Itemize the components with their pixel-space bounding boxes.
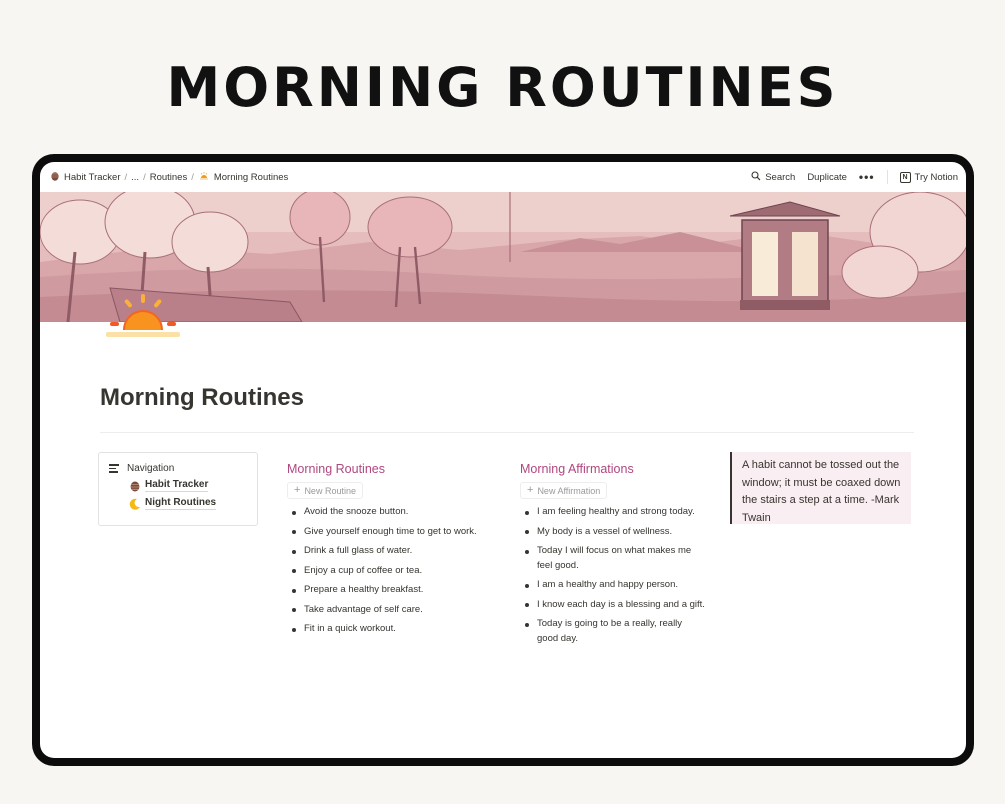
plus-icon: + bbox=[527, 484, 534, 496]
breadcrumb-habit-tracker[interactable]: Habit Tracker bbox=[64, 171, 121, 183]
list-item[interactable]: Drink a full glass of water. bbox=[287, 544, 497, 559]
new-affirmation-button[interactable] bbox=[520, 482, 607, 499]
sunrise-icon[interactable] bbox=[104, 294, 182, 342]
page-title[interactable]: Morning Routines bbox=[100, 384, 304, 411]
list-item[interactable]: Fit in a quick workout. bbox=[287, 622, 497, 637]
quote-block[interactable]: A habit cannot be tossed out the window; it must be coaxed down the stairs a step at a time. -Mark Twain bbox=[730, 452, 911, 524]
search-label: Search bbox=[765, 171, 796, 183]
new-routine-label: New Routine bbox=[304, 485, 356, 496]
try-notion-label: Try Notion bbox=[914, 171, 958, 183]
moon-icon bbox=[129, 498, 141, 510]
navigation-callout bbox=[98, 452, 258, 526]
pinecone-icon bbox=[129, 480, 141, 492]
list-item[interactable]: Today I will focus on what makes me feel good. bbox=[520, 544, 705, 573]
list-item[interactable]: Prepare a healthy breakfast. bbox=[287, 583, 497, 598]
more-options-icon[interactable]: ••• bbox=[858, 170, 875, 184]
routines-list bbox=[287, 505, 497, 637]
breadcrumb-separator: / bbox=[143, 171, 146, 183]
divider bbox=[100, 432, 914, 433]
nav-link-label: Night Routines bbox=[145, 497, 217, 508]
nav-link-habit-tracker[interactable] bbox=[109, 479, 247, 492]
list-item[interactable]: Take advantage of self care. bbox=[287, 603, 497, 618]
breadcrumb-separator: / bbox=[191, 171, 194, 183]
breadcrumb-routines[interactable]: Routines bbox=[149, 171, 188, 183]
breadcrumb-morning-routines[interactable]: Morning Routines bbox=[213, 171, 289, 183]
topbar-divider bbox=[887, 170, 888, 184]
nav-link-label: Habit Tracker bbox=[145, 479, 209, 490]
try-notion-button[interactable] bbox=[900, 172, 958, 183]
affirmations-heading[interactable]: Morning Affirmations bbox=[520, 462, 634, 476]
hero-title: MORNING ROUTINES bbox=[166, 56, 839, 119]
navigation-header bbox=[109, 463, 247, 474]
list-item[interactable]: Today is going to be a really, really good day. bbox=[520, 617, 705, 646]
duplicate-button[interactable]: Duplicate bbox=[807, 171, 847, 183]
navigation-heading: Navigation bbox=[127, 463, 175, 474]
list-item[interactable]: I am a healthy and happy person. bbox=[520, 578, 705, 593]
routines-heading[interactable]: Morning Routines bbox=[287, 462, 385, 476]
breadcrumb-separator: / bbox=[124, 171, 128, 183]
list-item[interactable]: Avoid the snooze button. bbox=[287, 505, 497, 520]
topbar-actions bbox=[751, 170, 966, 184]
breadcrumb-ellipsis[interactable]: ... bbox=[131, 171, 140, 183]
menu-lines-icon bbox=[109, 464, 119, 472]
pinecone-icon bbox=[50, 171, 60, 184]
device-frame bbox=[32, 154, 974, 766]
list-item[interactable]: Enjoy a cup of coffee or tea. bbox=[287, 564, 497, 579]
plus-icon: + bbox=[294, 484, 301, 496]
topbar bbox=[40, 162, 966, 192]
affirmations-list bbox=[520, 505, 705, 646]
notion-window bbox=[40, 162, 966, 758]
notion-logo-icon: N bbox=[900, 172, 911, 183]
new-routine-button[interactable] bbox=[287, 482, 363, 499]
new-affirmation-label: New Affirmation bbox=[537, 485, 601, 496]
affirmations-column bbox=[520, 462, 705, 651]
sunrise-icon bbox=[198, 171, 210, 184]
search-button[interactable] bbox=[751, 171, 795, 184]
list-item[interactable]: I know each day is a blessing and a gift. bbox=[520, 598, 705, 613]
breadcrumb bbox=[40, 171, 288, 184]
routines-column bbox=[287, 462, 497, 642]
nav-link-night-routines[interactable] bbox=[109, 497, 247, 510]
list-item[interactable]: Give yourself enough time to get to work. bbox=[287, 525, 497, 540]
list-item[interactable]: I am feeling healthy and strong today. bbox=[520, 505, 705, 520]
list-item[interactable]: My body is a vessel of wellness. bbox=[520, 525, 705, 540]
search-icon bbox=[751, 171, 761, 184]
